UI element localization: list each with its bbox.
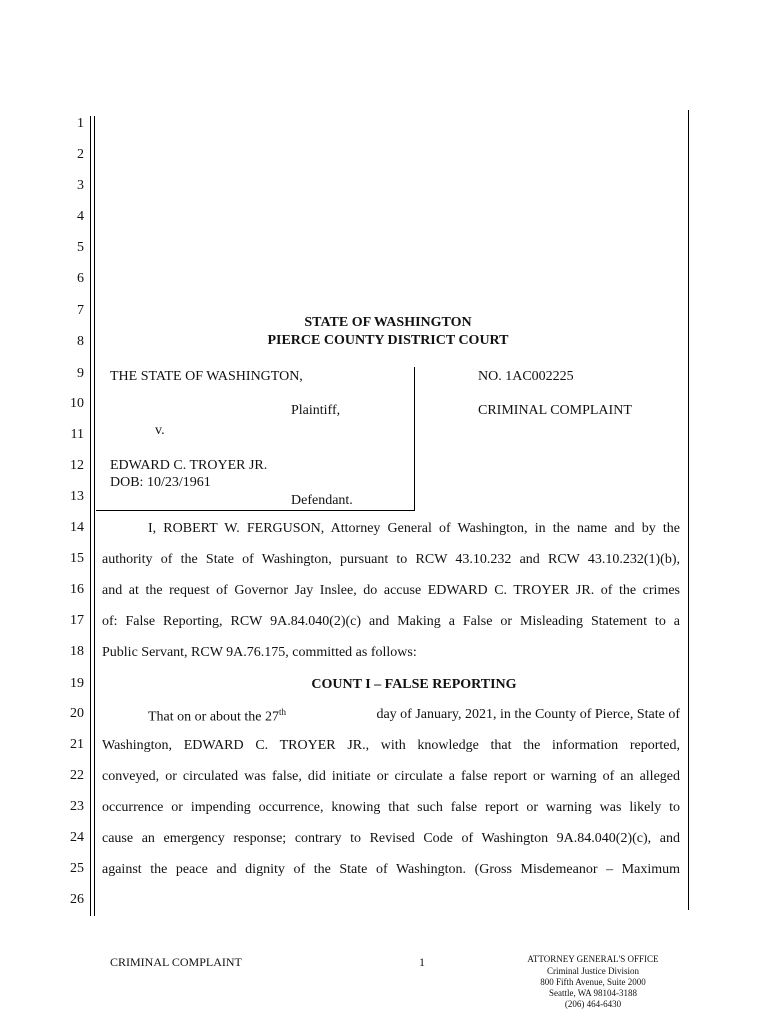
right-margin-rule (688, 110, 689, 910)
count-line-6: against the peace and dignity of the State of Washington. (Gross Misdemeanor – Maximum (102, 862, 680, 877)
line-number: 21 (70, 737, 84, 752)
left-margin-rule-inner (94, 116, 95, 916)
case-number: NO. 1AC002225 (478, 369, 574, 384)
footer-office: ATTORNEY GENERAL'S OFFICE (527, 954, 659, 964)
defendant-name: EDWARD C. TROYER JR. (110, 458, 268, 473)
line-number: 16 (70, 582, 84, 597)
line-number: 20 (70, 706, 84, 721)
count-line-2: Washington, EDWARD C. TROYER JR., with knowledge that the information reported, (102, 738, 680, 753)
footer-phone: (206) 464-6430 (564, 999, 622, 1009)
caption-divider-vertical (414, 367, 415, 510)
intro-line-5: Public Servant, RCW 9A.76.175, committed as follows: (102, 645, 417, 660)
count-line-1 (148, 707, 680, 726)
footer-page-number: 1 (419, 955, 425, 969)
intro-line-1: I, ROBERT W. FERGUSON, Attorney General of Washington, in the name and by the (148, 521, 680, 536)
defendant-dob: DOB: 10/23/1961 (110, 475, 211, 490)
footer-document-title: CRIMINAL COMPLAINT (110, 955, 242, 969)
line-number: 14 (70, 520, 84, 535)
count-line-3: conveyed, or circulated was false, did initiate or circulate a false report or warning of an alleged (102, 769, 680, 784)
line-number: 18 (70, 644, 84, 659)
state-heading: STATE OF WASHINGTON (304, 315, 472, 330)
line-number: 12 (70, 458, 84, 473)
footer-division: Criminal Justice Division (547, 966, 639, 976)
footer-address-2: Seattle, WA 98104-3188 (548, 988, 638, 998)
line-number: 9 (77, 366, 84, 381)
left-margin-rule-outer (90, 116, 91, 916)
intro-line-3: and at the request of Governor Jay Inslee, do accuse EDWARD C. TROYER JR. of the crimes (102, 583, 680, 598)
footer-address-1: 800 Fifth Avenue, Suite 2000 (540, 977, 646, 987)
line-number: 23 (70, 799, 84, 814)
court-name-heading: PIERCE COUNTY DISTRICT COURT (267, 333, 509, 348)
line-number: 8 (77, 334, 84, 349)
line-number: 4 (77, 209, 84, 224)
count-line-5: cause an emergency response; contrary to Revised Code of Washington 9A.84.040(2)(c), and (102, 831, 680, 846)
line-number: 25 (70, 861, 84, 876)
line-number: 15 (70, 551, 84, 566)
plaintiff-name: THE STATE OF WASHINGTON, (110, 369, 303, 384)
plaintiff-label: Plaintiff, (291, 403, 341, 418)
intro-line-2: authority of the State of Washington, pursuant to RCW 43.10.232 and RCW 43.10.232(1)(b), (102, 552, 680, 567)
count-line-1-rest: day of January, 2021, in the County of Pierce, State of (372, 707, 680, 722)
line-number: 19 (70, 676, 84, 691)
line-number: 11 (70, 427, 84, 442)
intro-line-4: of: False Reporting, RCW 9A.84.040(2)(c) and Making a False or Misleading Statement to a (102, 614, 680, 629)
line-number: 3 (77, 178, 84, 193)
defendant-label: Defendant. (291, 493, 353, 508)
line-number: 1 (77, 116, 84, 131)
versus-label: v. (155, 423, 165, 438)
line-number: 22 (70, 768, 84, 783)
document-type: CRIMINAL COMPLAINT (478, 403, 632, 418)
count-line-4: occurrence or impending occurrence, knowing that such false report or warning was likely to (102, 800, 680, 815)
line-number: 2 (77, 147, 84, 162)
line-number: 10 (70, 396, 84, 411)
count-line-1-start: That on or about the 27th (148, 707, 287, 725)
line-number: 17 (70, 613, 84, 628)
line-number: 24 (70, 830, 84, 845)
line-number: 5 (77, 240, 84, 255)
line-number: 13 (70, 489, 84, 504)
count-heading: COUNT I – FALSE REPORTING (311, 677, 517, 692)
line-number: 6 (77, 271, 84, 286)
caption-divider-bottom (96, 510, 415, 511)
line-number: 7 (77, 303, 84, 318)
line-number: 26 (70, 892, 84, 907)
